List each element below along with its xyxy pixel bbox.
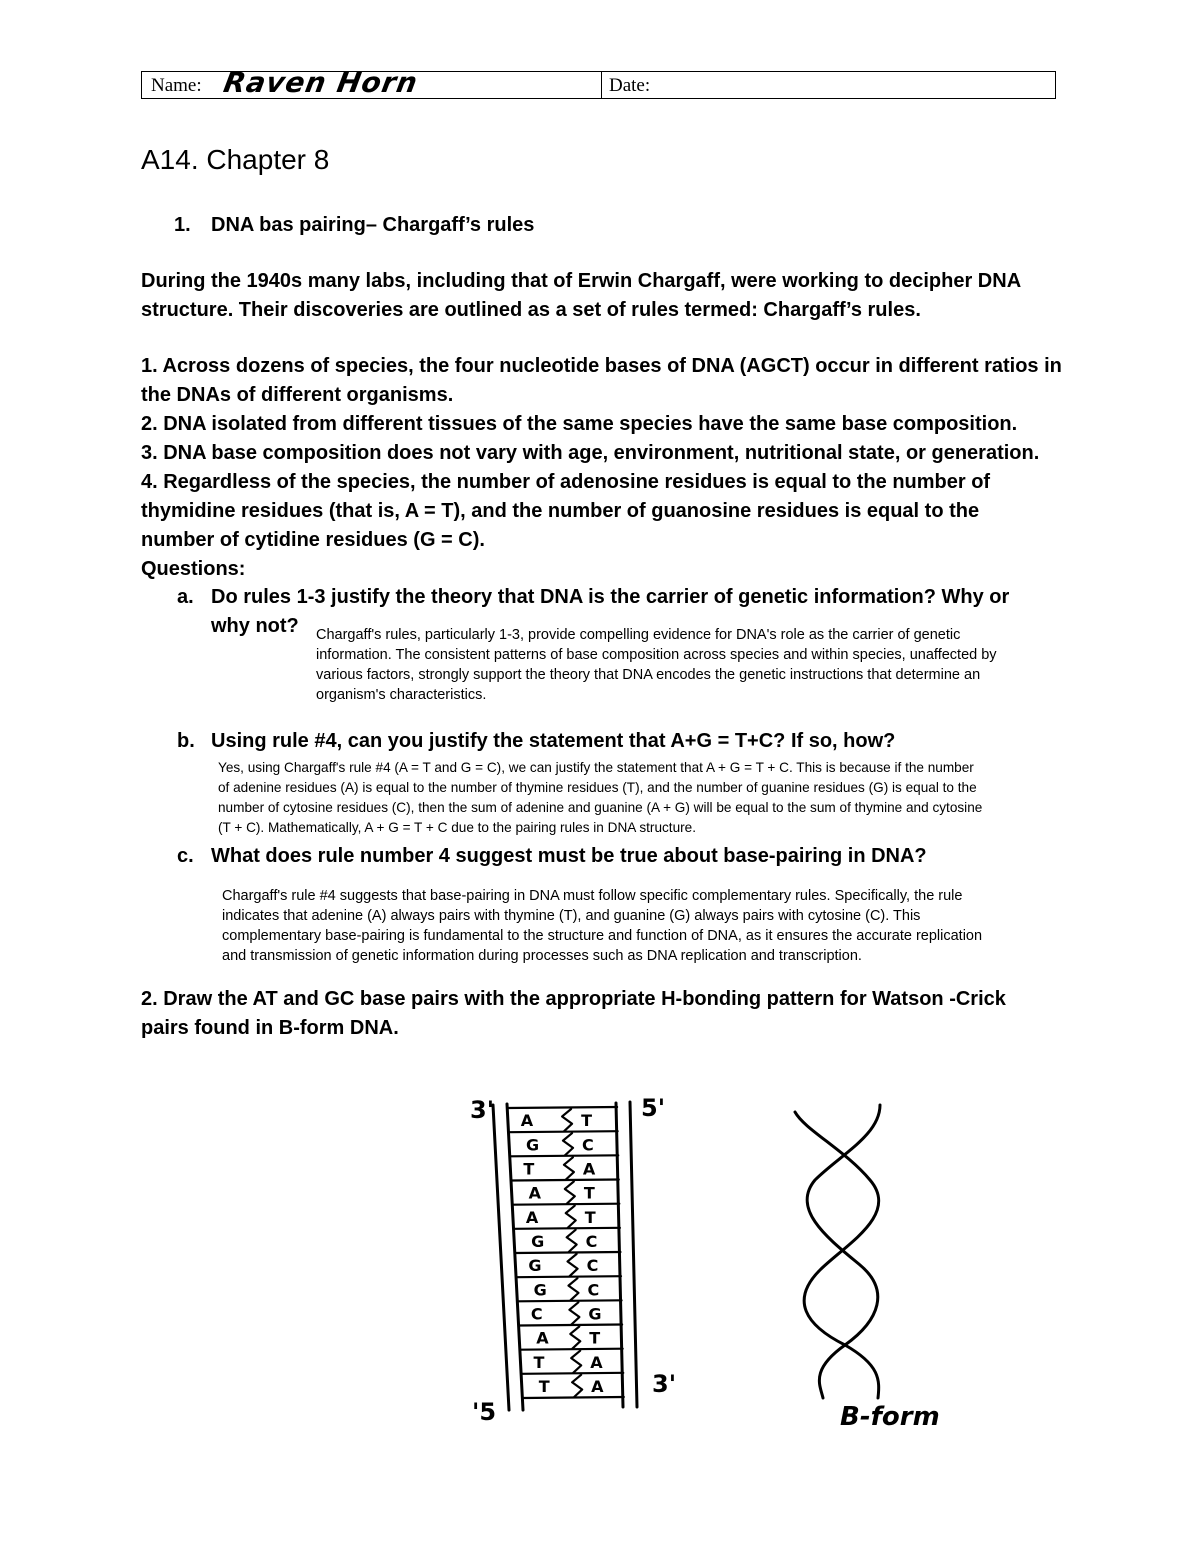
rule-2: 2. DNA isolated from different tissues of the same species have the same base composition. bbox=[141, 413, 1018, 435]
question-b-letter: b. bbox=[177, 730, 195, 752]
h-bond-zigzag bbox=[568, 1254, 578, 1276]
question-a-line-1: Do rules 1-3 justify the theory that DNA is the carrier of genetic information? Why or bbox=[211, 586, 1010, 608]
answer-c-line-3: complementary base-pairing is fundamental to the structure and function of DNA, as it ensures the accurate replication bbox=[222, 928, 983, 944]
label-left-top: 3' bbox=[470, 1096, 495, 1124]
answer-a-line-1: Chargaff's rules, particularly 1-3, provide compelling evidence for DNA's role as the carrier of genetic bbox=[316, 627, 961, 643]
left-backbone-inner bbox=[507, 1104, 523, 1410]
rule-4-line-2: thymidine residues (that is, A = T), and the number of guanosine residues is equal to the bbox=[141, 500, 980, 522]
rule-1-line-1: 1. Across dozens of species, the four nucleotide bases of DNA (AGCT) occur in different ratios in bbox=[141, 355, 1062, 377]
answer-a-line-3: various factors, strongly support the theory that DNA encodes the genetic instructions that determine an bbox=[316, 667, 981, 683]
handwritten-name: Raven Horn bbox=[221, 66, 421, 99]
answer-b-line-4: (T + C). Mathematically, A + G = T + C due to the pairing rules in DNA structure. bbox=[218, 820, 697, 835]
base-left: A bbox=[525, 1207, 539, 1227]
base-left: T bbox=[538, 1376, 550, 1396]
base-right: A bbox=[582, 1159, 596, 1179]
ladder-rung bbox=[508, 1107, 617, 1108]
answer-a-line-2: information. The consistent patterns of base composition across species and within species, unaffected by bbox=[316, 647, 997, 663]
b-form-label: B-form bbox=[840, 1402, 940, 1432]
base-right: T bbox=[584, 1207, 596, 1227]
answer-c-line-4: and transmission of genetic information during processes such as DNA replication and transcription. bbox=[222, 948, 862, 964]
base-right: C bbox=[587, 1280, 600, 1300]
header-box bbox=[141, 66, 1056, 99]
answer-b-line-2: of adenine residues (A) is equal to the number of thymine residues (T), and the number of guanine residues (G) is equal to the bbox=[218, 780, 977, 795]
base-left: G bbox=[531, 1231, 545, 1251]
answer-c-line-1: Chargaff's rule #4 suggests that base-pairing in DNA must follow specific complementary rules. Specifically, the rule bbox=[222, 888, 963, 904]
base-right: T bbox=[589, 1328, 601, 1348]
h-bond-zigzag bbox=[567, 1230, 577, 1252]
h-bond-zigzag bbox=[571, 1351, 581, 1373]
left-backbone bbox=[493, 1105, 509, 1410]
rule-1-line-2: the DNAs of different organisms. bbox=[141, 384, 454, 406]
base-left: A bbox=[536, 1328, 549, 1348]
question-c-letter: c. bbox=[177, 845, 194, 867]
base-right: C bbox=[586, 1256, 599, 1276]
question-a-letter: a. bbox=[177, 586, 194, 608]
label-right-bottom: 3' bbox=[652, 1370, 677, 1398]
intro-line-1: During the 1940s many labs, including that of Erwin Chargaff, were working to decipher DNA bbox=[141, 270, 1022, 292]
h-bond-zigzag bbox=[572, 1375, 582, 1397]
date-label: Date: bbox=[609, 75, 651, 96]
base-left: G bbox=[528, 1256, 542, 1276]
section1-heading: DNA bas pairing– Chargaff’s rules bbox=[211, 214, 535, 236]
intro-line-2: structure. Their discoveries are outlined as a set of rules termed: Chargaff’s rules. bbox=[141, 299, 921, 321]
dna-ladder bbox=[493, 1102, 637, 1410]
date-cell bbox=[602, 72, 1055, 98]
base-left: T bbox=[523, 1159, 535, 1179]
rule-4-line-3: number of cytidine residues (G = C). bbox=[141, 529, 485, 551]
name-label: Name: bbox=[151, 75, 202, 96]
answer-a-line-4: organism's characteristics. bbox=[316, 687, 487, 703]
h-bond-zigzag bbox=[564, 1157, 574, 1179]
question-c-line-1: What does rule number 4 suggest must be true about base-pairing in DNA? bbox=[211, 845, 927, 867]
h-bond-zigzag bbox=[566, 1206, 576, 1228]
helix-strand-2 bbox=[807, 1105, 880, 1398]
rule-4-line-1: 4. Regardless of the species, the number of adenosine residues is equal to the number of bbox=[141, 471, 991, 493]
base-right: A bbox=[591, 1376, 604, 1396]
dna-drawing bbox=[460, 1080, 980, 1440]
section1-number: 1. bbox=[174, 214, 191, 236]
name-cell bbox=[142, 66, 602, 99]
h-bond-zigzag bbox=[565, 1182, 575, 1204]
question-a-line-2: why not? bbox=[211, 615, 299, 637]
base-right: T bbox=[581, 1111, 593, 1131]
base-left: T bbox=[533, 1352, 545, 1372]
base-left: A bbox=[528, 1183, 541, 1203]
section2-line-1: 2. Draw the AT and GC base pairs with the appropriate H-bonding pattern for Watson -Crick bbox=[141, 988, 1006, 1010]
right-backbone bbox=[616, 1103, 623, 1407]
right-backbone-inner bbox=[630, 1102, 637, 1407]
base-right: A bbox=[590, 1352, 603, 1372]
questions-label: Questions: bbox=[141, 558, 246, 580]
h-bond-zigzag bbox=[570, 1327, 580, 1349]
base-left: A bbox=[520, 1111, 534, 1131]
label-left-bottom: '5 bbox=[472, 1398, 497, 1426]
section2-line-2: pairs found in B-form DNA. bbox=[141, 1017, 399, 1039]
page-title: A14. Chapter 8 bbox=[141, 144, 330, 175]
base-left: G bbox=[526, 1135, 540, 1155]
base-left: G bbox=[533, 1280, 547, 1300]
base-right: G bbox=[588, 1304, 602, 1324]
label-right-top: 5' bbox=[641, 1094, 666, 1122]
base-right: C bbox=[585, 1231, 598, 1251]
answer-b-line-3: number of cytosine residues (C), then the sum of adenine and guanine (A + G) will be equal to the sum of thymine and cytosine bbox=[218, 800, 983, 815]
answer-c-line-2: indicates that adenine (A) always pairs with thymine (T), and guanine (G) always pairs with cytosine (C). This bbox=[222, 908, 921, 924]
answer-b-line-1: Yes, using Chargaff's rule #4 (A = T and G = C), we can justify the statement that A + G = T + C. This is because if the number bbox=[218, 760, 974, 775]
base-left: C bbox=[530, 1304, 543, 1324]
b-form-helix bbox=[795, 1105, 880, 1398]
base-right: C bbox=[582, 1135, 594, 1155]
helix-strand-1 bbox=[795, 1112, 879, 1398]
h-bond-zigzag bbox=[563, 1133, 573, 1155]
h-bond-zigzag bbox=[569, 1302, 579, 1324]
h-bond-zigzag bbox=[568, 1278, 578, 1300]
h-bond-zigzag bbox=[562, 1109, 572, 1131]
question-b-line-1: Using rule #4, can you justify the statement that A+G = T+C? If so, how? bbox=[211, 730, 896, 752]
rule-3: 3. DNA base composition does not vary with age, environment, nutritional state, or generation. bbox=[141, 442, 1040, 464]
base-right: T bbox=[583, 1183, 595, 1203]
